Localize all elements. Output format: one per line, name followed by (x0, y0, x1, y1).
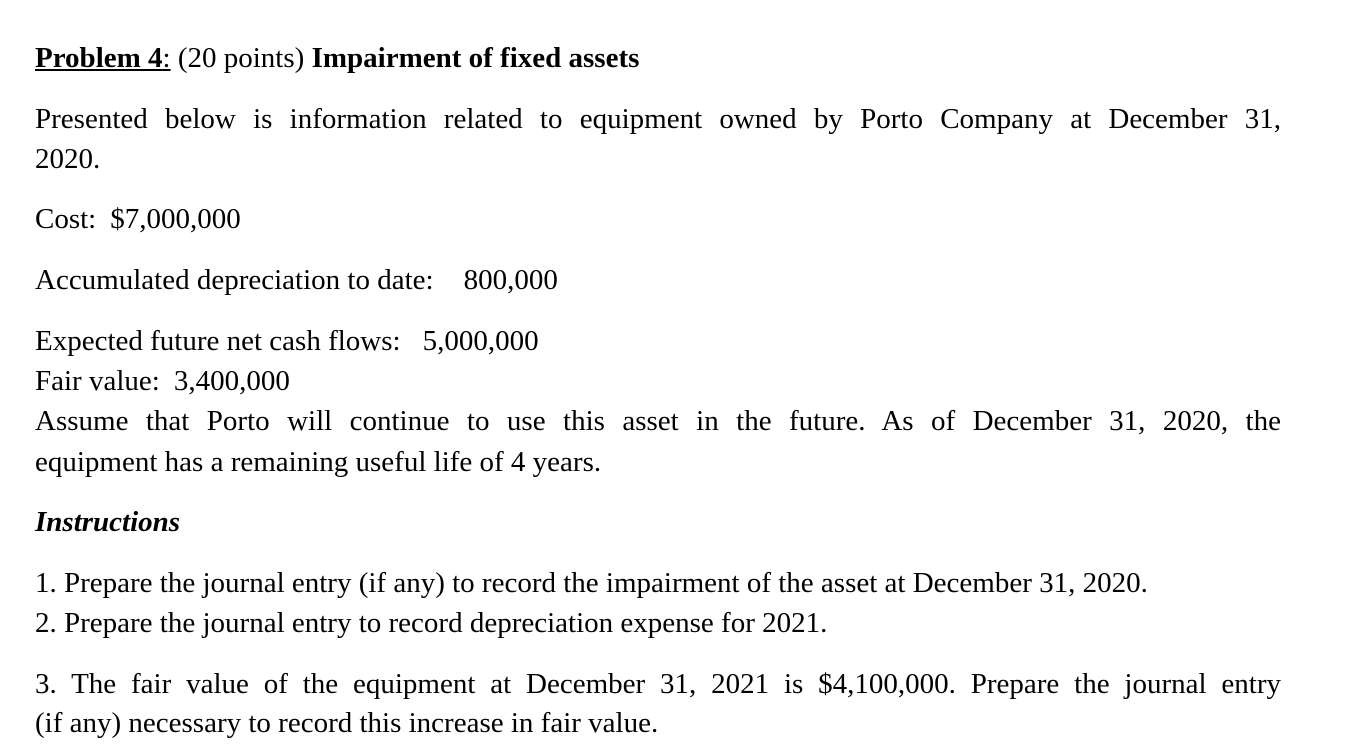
fair-value-value: 3,400,000 (173, 365, 290, 397)
problem-title: Impairment of fixed assets (311, 42, 640, 74)
problem-points: (20 points) (170, 42, 312, 74)
assumption-line-1 (35, 401, 1281, 441)
intro-line-1 (35, 99, 1281, 139)
intro-text-1: Presented below is information related to equipment owned by Porto Company at December 31, (35, 103, 1281, 135)
fair-value-label: Fair value: (35, 365, 160, 397)
problem-heading (35, 38, 639, 78)
cost-row (35, 199, 241, 239)
fair-value-row (35, 361, 290, 401)
cash-flows-value: 5,000,000 (422, 325, 539, 357)
assumption-line-2: equipment has a remaining useful life of 4 years. (35, 446, 602, 478)
instruction-item-3-line-2: (if any) necessary to record this increase in fair value. (35, 707, 659, 739)
cash-flows-row (35, 321, 539, 361)
cash-flows-label: Expected future net cash flows: (35, 325, 401, 357)
accumulated-depreciation-row (35, 260, 558, 300)
instructions-heading: Instructions (35, 506, 181, 538)
intro-line-2: 2020. (35, 143, 101, 175)
assumption-text-1: Assume that Porto will continue to use this asset in the future. As of December 31, 2020, the (35, 405, 1281, 437)
instruction-item-1: 1. Prepare the journal entry (if any) to record the impairment of the asset at December 31, 2020. (35, 567, 1148, 599)
instruction-item-3-line-1 (35, 664, 1281, 704)
cost-value: $7,000,000 (110, 203, 241, 235)
cost-label: Cost: (35, 203, 97, 235)
problem-label: Problem 4 (35, 42, 163, 74)
accumulated-depreciation-value: 800,000 (463, 264, 558, 296)
accumulated-depreciation-label: Accumulated depreciation to date: (35, 264, 434, 296)
instruction-item-2: 2. Prepare the journal entry to record depreciation expense for 2021. (35, 607, 828, 639)
problem-colon: : (162, 42, 171, 74)
instruction-item-3-text-1: 3. The fair value of the equipment at December 31, 2021 is $4,100,000. Prepare the journal entry (35, 668, 1281, 700)
